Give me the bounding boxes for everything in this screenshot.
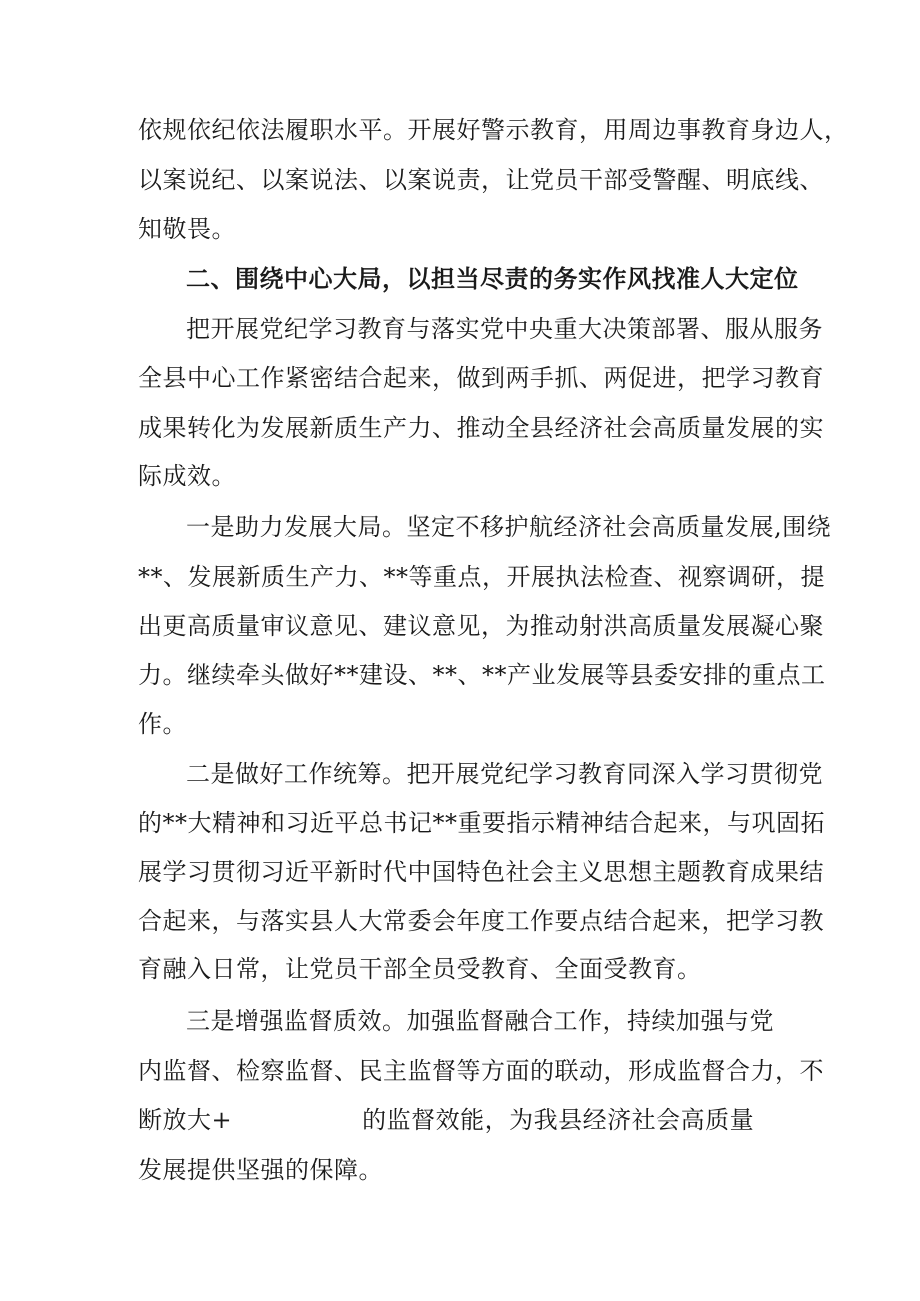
text-line: 知敬畏。 (138, 215, 236, 243)
text-line: 作。 (138, 710, 187, 738)
text-line: 发展提供坚强的保障。 (138, 1156, 383, 1184)
text-line (138, 1104, 754, 1136)
text-line: **、发展新质生产力、**等重点，开展执法检查、视察调研，提 (138, 563, 825, 591)
text-line: 际成效。 (138, 462, 236, 490)
text-line: 三是增强监督质效。加强监督融合工作，持续加强与党 (186, 1007, 774, 1035)
text-line: 全县中心工作紧密结合起来，做到两手抓、两促进，把学习教育 (138, 364, 824, 392)
text-line: 力。继续牵头做好**建设、**、**产业发展等县委安排的重点工 (138, 661, 826, 689)
text-line: 的**大精神和习近平总书记**重要指示精神结合起来，与巩固拓 (138, 809, 825, 837)
text-line: 一是助力发展大局。坚定不移护航经济社会高质量发展,围绕 (186, 513, 832, 541)
text-line: 把开展党纪学习教育与落实党中央重大决策部署、服从服务 (186, 315, 823, 343)
text-line: 育融入日常，让党员干部全员受教育、全面受教育。 (138, 955, 702, 983)
text-line: 二是做好工作统筹。把开展党纪学习教育同深入学习贯彻党 (186, 760, 823, 788)
text-fragment: 断放大+ (138, 1106, 233, 1134)
text-line: 合起来，与落实县人大常委会年度工作要点结合起来，把学习教 (138, 907, 824, 935)
text-line: 以案说纪、以案说法、以案说责，让党员干部受警醒、明底线、 (138, 166, 824, 194)
text-fragment: 的监督效能，为我县经济社会高质量 (362, 1106, 755, 1134)
text-line: 依规依纪依法履职水平。开展好警示教育，用周边事教育身边人， (138, 116, 849, 144)
text-line: 出更高质量审议意见、建议意见，为推动射洪高质量发展凝心聚 (138, 612, 824, 640)
text-line: 展学习贯彻习近平新时代中国特色社会主义思想主题教育成果结 (138, 858, 824, 886)
text-line: 成果转化为发展新质生产力、推动全县经济社会高质量发展的实 (138, 414, 824, 442)
text-line: 内监督、检察监督、民主监督等方面的联动，形成监督合力，不 (138, 1057, 824, 1085)
section-heading: 二、围绕中心大局，以担当尽责的务实作风找准人大定位 (186, 264, 799, 293)
